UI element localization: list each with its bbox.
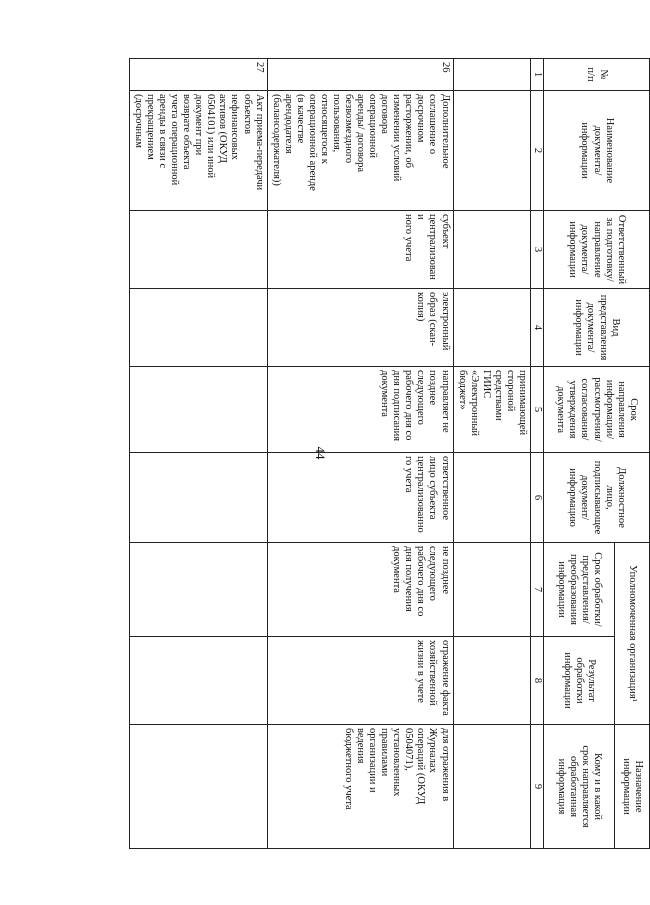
page-number: 44 xyxy=(313,446,328,460)
cell-responsible xyxy=(129,211,267,289)
cell-document-name: Дополнительное соглашение о досрочном расторжении, об изменении условий договора операционной аренды/ договора безвозмездного пользования, относящегося к операционной аренде (в качестве арендодателя (балансодержателя)) xyxy=(267,91,453,211)
cell-org-deadline: не позднее следующего рабочего дня со дня получения документа xyxy=(267,543,453,637)
cell-form xyxy=(129,289,267,367)
cell-org-result xyxy=(453,637,530,725)
cell-number xyxy=(453,59,530,91)
cell-signer xyxy=(453,453,530,543)
header-signer: Должностное лицо, подписывающее документ/ информацию xyxy=(544,453,650,543)
cell-org-result xyxy=(129,637,267,725)
column-number: 9 xyxy=(530,725,543,849)
cell-org-deadline xyxy=(453,543,530,637)
header-document-name: Наименование документа/ информации xyxy=(544,91,650,211)
cell-form: электронный образ (скан- копия) xyxy=(267,289,453,367)
header-deadline: Срок направления информации/ рассмотрения/ согласования/ утверждения документа xyxy=(544,367,650,453)
column-number-row xyxy=(530,59,543,849)
cell-document-name: Акт приема-передачи объектов нефинансовых активов (ОКУД 0504101) или иной документ при возврате объекта учета операционной аренды в связи с прекращением (досрочным xyxy=(129,91,267,211)
column-number: 1 xyxy=(530,59,543,91)
header-purpose-group: Назначение информации xyxy=(615,725,650,849)
table-row xyxy=(453,59,530,849)
header-authorized-org: Уполномоченная организация¹ xyxy=(615,543,650,725)
header-purpose: Кому и в какой срок направляется обработанная информация xyxy=(544,725,615,849)
header-org-result: Результат обработки информации xyxy=(544,637,615,725)
cell-number: 26 xyxy=(267,59,453,91)
cell-deadline: направляет не позднее следующего рабочего дня со дня подписания документа xyxy=(267,367,453,453)
cell-org-result: отражение факта хозяйственной жизни в учете xyxy=(267,637,453,725)
column-number: 5 xyxy=(530,367,543,453)
cell-document-name xyxy=(453,91,530,211)
column-number: 7 xyxy=(530,543,543,637)
table-row xyxy=(267,59,453,849)
document-sheet xyxy=(133,58,650,848)
cell-deadline: принимающей стороной средствами ГИИС «Электронный бюджет» xyxy=(453,367,530,453)
table-header-row xyxy=(615,59,650,849)
column-number: 8 xyxy=(530,637,543,725)
cell-responsible xyxy=(453,211,530,289)
cell-form xyxy=(453,289,530,367)
cell-deadline xyxy=(129,367,267,453)
cell-purpose xyxy=(129,725,267,849)
cell-signer xyxy=(129,453,267,543)
column-number: 6 xyxy=(530,453,543,543)
header-responsible: Ответственный за подготовку/ направление документа/ информации xyxy=(544,211,650,289)
cell-purpose xyxy=(453,725,530,849)
cell-purpose: для отражения в Журналах операций (ОКУД 0504071), установленных правилами организации и ведения бюджетного учета xyxy=(267,725,453,849)
header-number: № п/п xyxy=(544,59,650,91)
table-row xyxy=(129,59,267,849)
column-number: 4 xyxy=(530,289,543,367)
cell-signer: ответственное лицо субъекта централизованно го учета xyxy=(267,453,453,543)
column-number: 2 xyxy=(530,91,543,211)
header-form: Вид представления документа/ информации xyxy=(544,289,650,367)
header-org-deadline: Срок обработки/ представления/ преобразования информации xyxy=(544,543,615,637)
cell-org-deadline xyxy=(129,543,267,637)
cell-number: 27 xyxy=(129,59,267,91)
document-table xyxy=(129,58,650,849)
cell-responsible: субъект централизовани ного учета xyxy=(267,211,453,289)
column-number: 3 xyxy=(530,211,543,289)
